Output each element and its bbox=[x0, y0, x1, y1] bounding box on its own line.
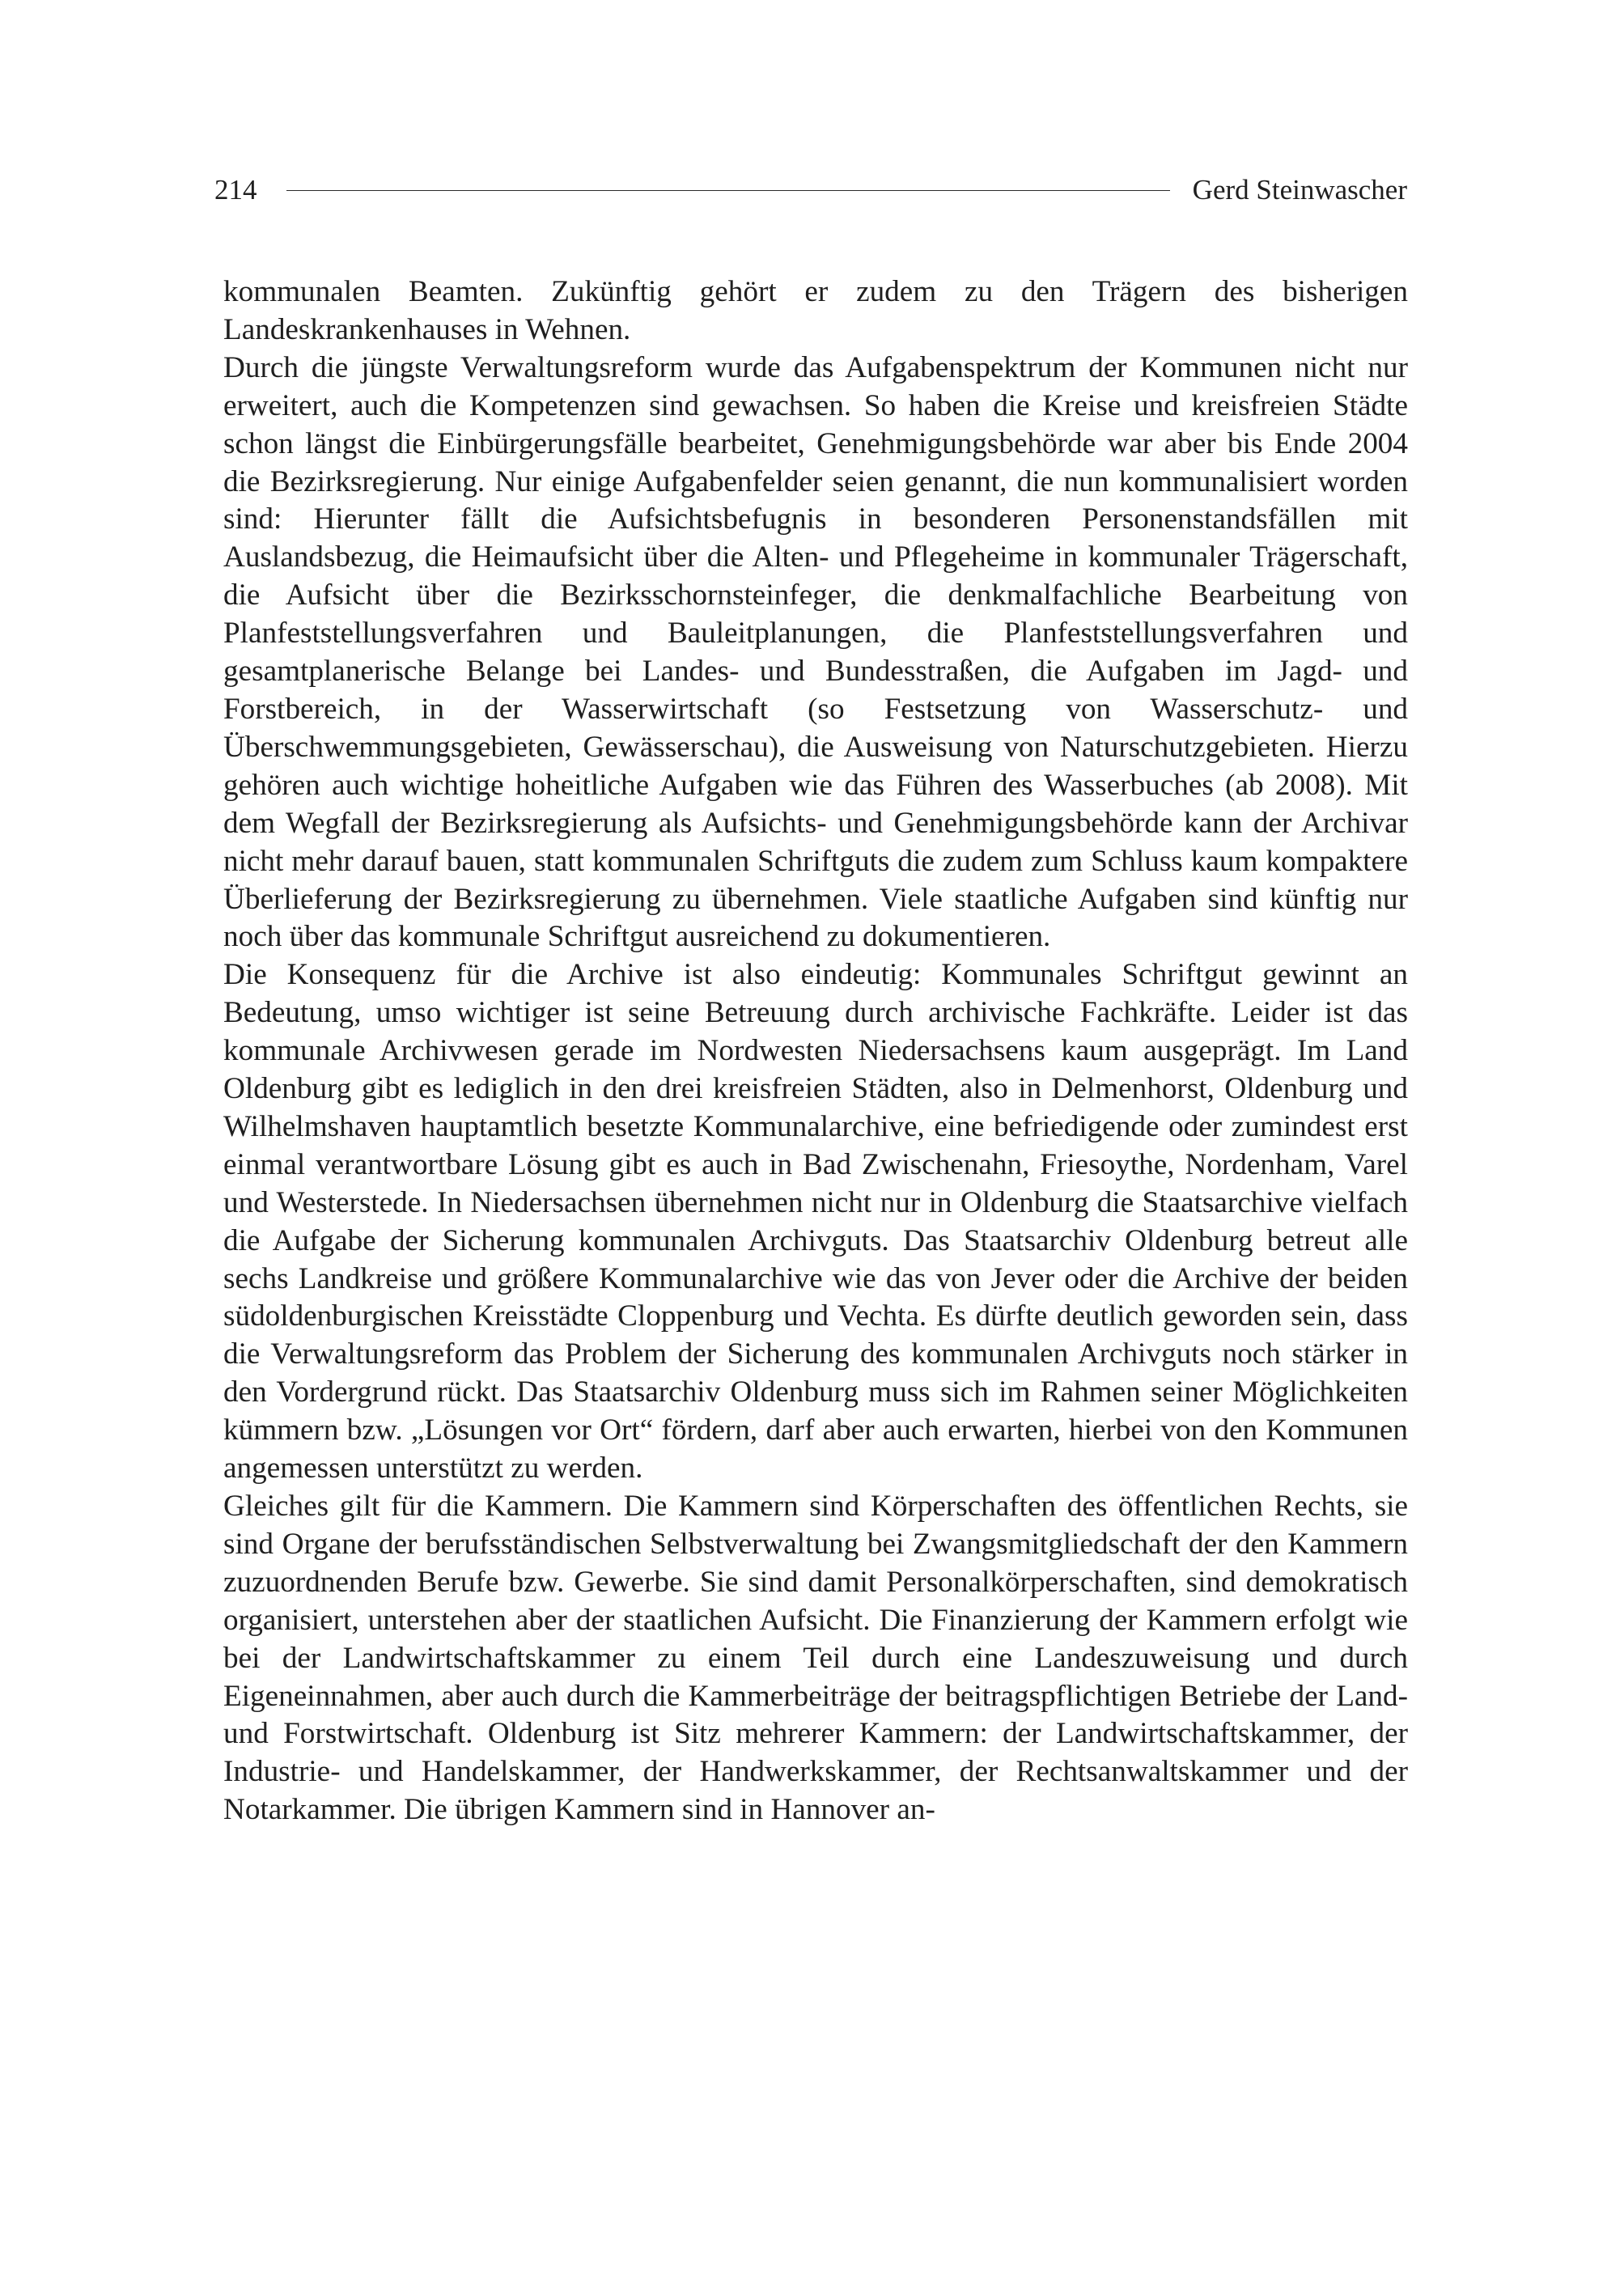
page-number: 214 bbox=[214, 174, 257, 206]
body-text bbox=[223, 273, 1408, 1829]
paragraph: Gleiches gilt für die Kammern. Die Kammern sind Körperschaften des öffentlichen Rechts, sie sind Organe der berufsständischen Selbstverwaltung bei Zwangsmitgliedschaft der den Kammern zuzuordnenden Berufe bzw. Gewerbe. Sie sind damit Personalkörperschaften, sind demokratisch organisiert, unterstehen aber der staatlichen Aufsicht. Die Finanzierung der Kammern erfolgt wie bei der Landwirtschaftskammer zu einem Teil durch eine Landeszuweisung und durch Eigeneinnahmen, aber auch durch die Kammerbeiträge der beitragspflichtigen Betriebe der Land- und Forstwirtschaft. Oldenburg ist Sitz mehrerer Kammern: der Landwirtschaftskammer, der Industrie- und Handelskammer, der Handwerkskammer, der Rechtsanwaltskammer und der Notarkammer. Die übrigen Kammern sind in Hannover an- bbox=[223, 1490, 1408, 1827]
paragraph: kommunalen Beamten. Zukünftig gehört er zudem zu den Trägern des bisherigen Landeskrankenhauses in Wehnen. bbox=[223, 275, 1408, 346]
paragraph: Die Konsequenz für die Archive ist also eindeutig: Kommunales Schriftgut gewinnt an Bedeutung, umso wichtiger ist seine Betreuung durch archivische Fachkräfte. Leider ist das kommunale Archivwesen gerade im Nordwesten Niedersachsens kaum ausgeprägt. Im Land Oldenburg gibt es lediglich in den drei kreisfreien Städten, also in Delmenhorst, Oldenburg und Wilhelmshaven hauptamtlich besetzte Kommunalarchive, eine befriedigende oder zumindest erst einmal verantwortbare Lösung gibt es auch in Bad Zwischenahn, Friesoythe, Nordenham, Varel und Westerstede. In Niedersachsen übernehmen nicht nur in Oldenburg die Staatsarchive vielfach die Aufgabe der Sicherung kommunalen Archivguts. Das Staatsarchiv Oldenburg betreut alle sechs Landkreise und größere Kommunalarchive wie das von Jever oder die Archive der beiden südoldenburgischen Kreisstädte Cloppenburg und Vechta. Es dürfte deutlich geworden sein, dass die Verwaltungsreform das Problem der Sicherung des kommunalen Archivguts noch stärker in den Vordergrund rückt. Das Staatsarchiv Oldenburg muss sich im Rahmen seiner Möglichkeiten kümmern bzw. „Lösungen vor Ort“ fördern, darf aber auch erwarten, hierbei von den Kommunen angemessen unterstützt zu werden. bbox=[223, 958, 1408, 1486]
paragraph: Durch die jüngste Verwaltungsreform wurde das Aufgabenspektrum der Kommunen nicht nur erweitert, auch die Kompetenzen sind gewachsen. So haben die Kreise und kreisfreien Städte schon längst die Einbürgerungsfälle bearbeitet, Genehmigungsbehörde war aber bis Ende 2004 die Bezirksregierung. Nur einige Aufgabenfelder seien genannt, die nun kommunalisiert worden sind: Hierunter fällt die Aufsichtsbefugnis in besonderen Personenstandsfällen mit Auslandsbezug, die Heimaufsicht über die Alten- und Pflegeheime in kommunaler Trägerschaft, die Aufsicht über die Bezirksschornsteinfeger, die denkmalfachliche Bearbeitung von Planfeststellungsverfahren und Bauleitplanungen, die Planfeststellungsverfahren und gesamtplanerische Belange bei Landes- und Bundesstraßen, die Aufgaben im Jagd- und Forstbereich, in der Wasserwirtschaft (so Festsetzung von Wasserschutz- und Überschwemmungsgebieten, Gewässerschau), die Ausweisung von Naturschutzgebieten. Hierzu gehören auch wichtige hoheitliche Aufgaben wie das Führen des Wasserbuches (ab 2008). Mit dem Wegfall der Bezirksregierung als Aufsichts- und Genehmigungsbehörde kann der Archivar nicht mehr darauf bauen, statt kommunalen Schriftguts die zudem zum Schluss kaum kompaktere Überlieferung der Bezirksregierung zu übernehmen. Viele staatliche Aufgaben sind künftig nur noch über das kommunale Schriftgut ausreichend zu dokumentieren. bbox=[223, 350, 1408, 954]
header-rule bbox=[286, 190, 1170, 191]
running-head-author: Gerd Steinwascher bbox=[1192, 174, 1407, 206]
page-header bbox=[214, 170, 1407, 210]
